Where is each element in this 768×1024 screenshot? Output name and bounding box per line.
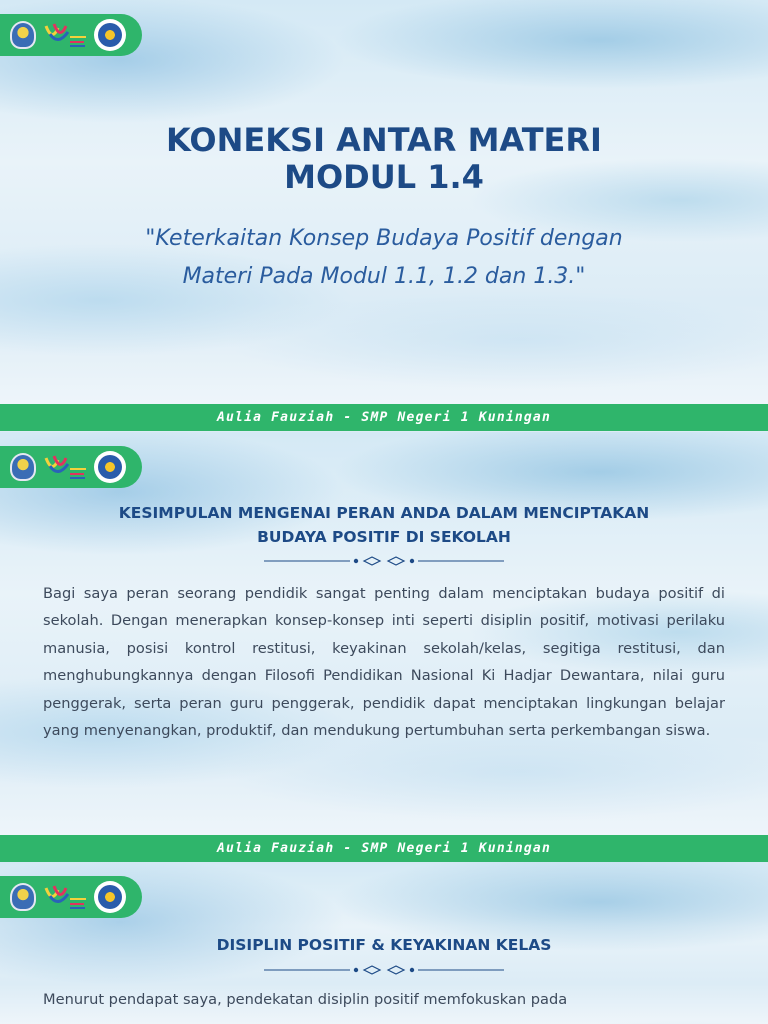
tut-wuri-handayani-icon xyxy=(94,19,126,51)
tut-wuri-handayani-icon xyxy=(94,451,126,483)
ornament-divider xyxy=(264,556,504,566)
conclusion-paragraph: Bagi saya peran seorang pendidik sangat penting dalam menciptakan budaya positif di sekolah. Dengan menerapkan konsep-konsep inti seperti disiplin positif, motivasi perilaku manusia, posisi kontrol restitusi, keyakinan sekolah/kelas, segitiga restitusi, dan menghubungkannya dengan Filosofi Pendidikan Nasional Ki Hadjar Dewantara, nilai guru penggerak, serta peran guru penggerak, pendidik dapat menciptakan lingkungan belajar yang menyenangkan, produktif, dan mendukung pertumbuhan serta perkembangan siswa. xyxy=(43,585,725,740)
footer-bar: Aulia Fauziah - SMP Negeri 1 Kuningan xyxy=(0,404,768,431)
slide-positive-discipline xyxy=(0,862,768,1024)
institution-emblem-icon xyxy=(10,453,36,481)
section-heading-line1: KESIMPULAN MENGENAI PERAN ANDA DALAM MENCIPTAKAN xyxy=(118,504,650,522)
main-title-line1: KONEKSI ANTAR MATERI xyxy=(166,121,602,159)
section-heading: DISIPLIN POSITIF & KEYAKINAN KELAS xyxy=(216,936,552,954)
guru-penggerak-logo-icon xyxy=(42,20,88,50)
subtitle-line2: Materi Pada Modul 1.1, 1.2 dan 1.3." xyxy=(182,264,586,289)
ornament-divider xyxy=(264,965,504,975)
logo-strip xyxy=(0,446,142,488)
main-title-line2: MODUL 1.4 xyxy=(284,158,484,196)
institution-emblem-icon xyxy=(10,21,36,49)
footer-bar: Aulia Fauziah - SMP Negeri 1 Kuningan xyxy=(0,835,768,862)
slide-conclusion xyxy=(0,432,768,836)
logo-strip xyxy=(0,876,142,918)
section-heading-line2: BUDAYA POSITIF DI SEKOLAH xyxy=(257,528,511,546)
institution-emblem-icon xyxy=(10,883,36,911)
guru-penggerak-logo-icon xyxy=(42,452,88,482)
subtitle-line1: "Keterkaitan Konsep Budaya Positif dengan xyxy=(145,226,623,251)
guru-penggerak-logo-icon xyxy=(42,882,88,912)
logo-strip xyxy=(0,14,142,56)
tut-wuri-handayani-icon xyxy=(94,881,126,913)
slide-cover xyxy=(0,0,768,404)
discipline-paragraph: Menurut pendapat saya, pendekatan disiplin positif memfokuskan pada xyxy=(43,991,568,1008)
